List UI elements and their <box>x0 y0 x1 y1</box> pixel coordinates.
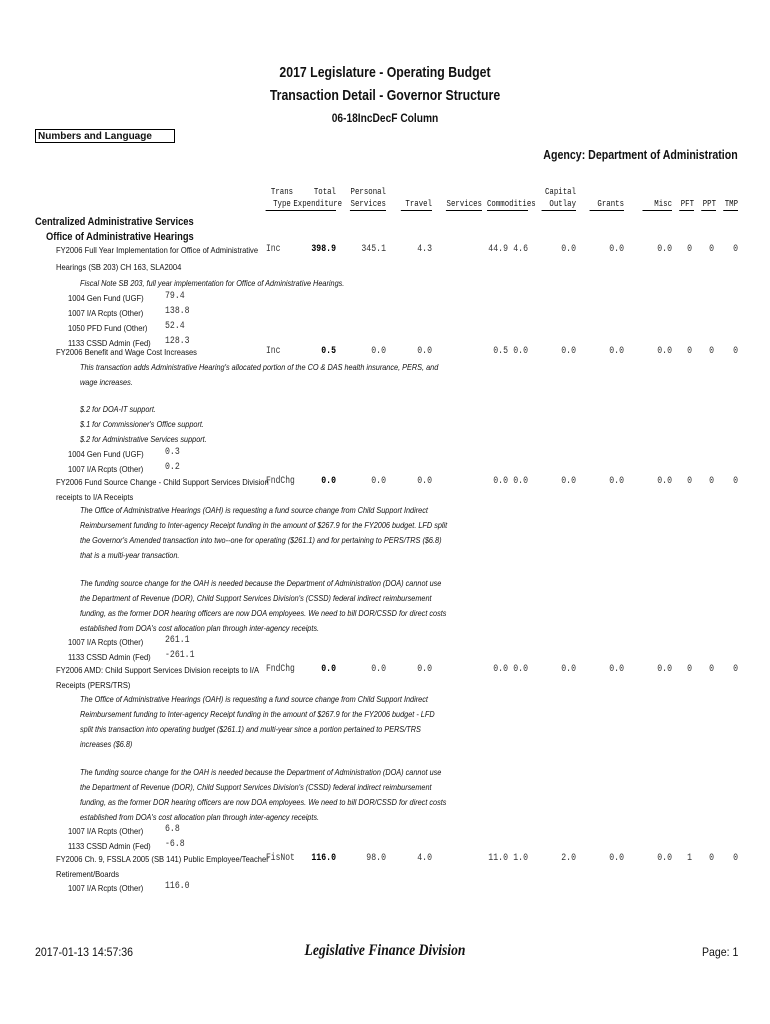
fund-source-name: 1007 I/A Rcpts (Other) <box>68 637 144 647</box>
transaction-note: established from DOA's cost allocation plan through inter-agency receipts. <box>80 812 320 822</box>
fund-source-name: 1050 PFD Fund (Other) <box>68 323 148 333</box>
transaction-type: FndChg <box>266 664 295 675</box>
transaction-title: FY2006 Benefit and Wage Cost Increases <box>56 347 197 357</box>
fund-source-name: 1004 Gen Fund (UGF) <box>68 293 144 303</box>
transaction-note: $.2 for Administrative Services support. <box>80 434 207 444</box>
line-item-value: 98.0 <box>366 853 386 864</box>
fund-source-name: 1133 CSSD Admin (Fed) <box>68 841 151 851</box>
line-item-value: 0.0 <box>657 346 672 357</box>
transaction-note: established from DOA's cost allocation plan through inter-agency receipts. <box>80 623 320 633</box>
transaction-title-cont: receipts to I/A Receipts <box>56 492 134 502</box>
line-item-value: 4.3 <box>417 244 432 255</box>
transaction-note: funding, as the former DOR hearing officers are now DOA employees. We need to bill DOR/CSSD for direct costs <box>80 797 447 807</box>
col-trans-type: Trans Type <box>266 186 299 211</box>
line-item-value: 0.0 <box>657 853 672 864</box>
fund-source-value: 0.3 <box>165 447 180 458</box>
fund-source-value: -6.8 <box>165 839 185 850</box>
line-item-value: 0 <box>687 346 692 357</box>
line-item-value: 11.0 <box>488 853 508 864</box>
fund-source-value: 261.1 <box>165 635 190 646</box>
line-item-value: 0.0 <box>609 476 624 487</box>
section-name: Centralized Administrative Services <box>35 216 194 228</box>
transaction-note: increases ($6.8) <box>80 739 133 749</box>
col-total: Total Expenditure <box>293 187 343 209</box>
transaction-note: Reimbursement funding to Inter-agency Receipt funding in the amount of $267.9 for the FY2006 budget. LFD split <box>80 520 448 530</box>
fund-source-name: 1007 I/A Rcpts (Other) <box>68 883 144 893</box>
line-item-value: 0 <box>733 346 738 357</box>
fund-source-value: 52.4 <box>165 321 185 332</box>
fund-source-name: 1004 Gen Fund (UGF) <box>68 449 144 459</box>
col-commodities: Commodities <box>487 199 536 209</box>
col-ppt: PPT <box>702 199 716 209</box>
transaction-note: funding, as the former DOR hearing officers are now DOA employees. We need to bill DOR/CSSD for direct costs <box>80 608 447 618</box>
transaction-type: FndChg <box>266 476 295 487</box>
line-item-value: 0.0 <box>493 664 508 675</box>
col-services: Services <box>446 199 482 209</box>
agency-label: Agency: Department of Administration <box>543 148 738 162</box>
transaction-note: the Department of Revenue (DOR), Child Support Services Division's (CSSD) federal indirect reimbursement <box>80 782 432 792</box>
line-item-value: 0.0 <box>417 476 432 487</box>
line-item-value: 0 <box>733 664 738 675</box>
fund-source-value: 0.2 <box>165 462 180 473</box>
fund-source-name: 1133 CSSD Admin (Fed) <box>68 338 151 348</box>
fund-source-value: 138.8 <box>165 306 190 317</box>
line-item-value: 0.0 <box>371 476 386 487</box>
line-item-value: 0 <box>709 853 714 864</box>
transaction-note: The Office of Administrative Hearings (OAH) is requesting a fund source change from Child Support Indirect <box>80 505 428 515</box>
report-title: 2017 Legislature - Operating Budget <box>279 64 491 81</box>
footer-timestamp: 2017-01-13 14:57:36 <box>35 945 134 959</box>
transaction-note: that is a multi-year transaction. <box>80 550 180 560</box>
transaction-note: This transaction adds Administrative Hearing's allocated portion of the CO & DAS health insurance, PERS, and <box>80 362 439 372</box>
total-expenditure: 116.0 <box>311 853 336 864</box>
line-item-value: 0.0 <box>371 664 386 675</box>
transaction-title: FY2006 AMD: Child Support Services Division receipts to I/A <box>56 665 260 675</box>
line-item-value: 0.5 <box>493 346 508 357</box>
transaction-note: wage increases. <box>80 377 133 387</box>
fund-source-value: 128.3 <box>165 336 190 347</box>
line-item-value: 0.0 <box>417 346 432 357</box>
line-item-value: 0 <box>709 476 714 487</box>
line-item-value: 0 <box>687 244 692 255</box>
line-item-value: 0.0 <box>513 476 528 487</box>
numbers-language-box: Numbers and Language <box>35 129 175 143</box>
transaction-note: The Office of Administrative Hearings (OAH) is requesting a fund source change from Child Support Indirect <box>80 694 428 704</box>
line-item-value: 0.0 <box>513 664 528 675</box>
transaction-type: Inc <box>266 244 281 255</box>
line-item-value: 0 <box>733 853 738 864</box>
total-expenditure: 0.0 <box>321 664 336 675</box>
transaction-title-cont: Hearings (SB 203) CH 163, SLA2004 <box>56 262 182 272</box>
col-personal: Personal Services <box>350 187 386 209</box>
transaction-note: Fiscal Note SB 203, full year implementation for Office of Administrative Hearings. <box>80 278 345 288</box>
fund-source-name: 1007 I/A Rcpts (Other) <box>68 308 144 318</box>
transaction-note: $.2 for DOA-IT support. <box>80 404 156 414</box>
fund-source-value: 6.8 <box>165 824 180 835</box>
line-item-value: 0.0 <box>371 346 386 357</box>
footer-page: Page: 1 <box>701 945 738 959</box>
line-item-value: 0 <box>733 244 738 255</box>
transaction-note: Reimbursement funding to Inter-agency Receipt funding in the amount of $267.9 for the FY2006 budget - LFD <box>80 709 435 719</box>
line-item-value: 44.9 <box>488 244 508 255</box>
footer-division: Legislative Finance Division <box>304 942 466 959</box>
line-item-value: 4.0 <box>417 853 432 864</box>
line-item-value: 1 <box>687 853 692 864</box>
col-travel: Travel <box>401 198 432 211</box>
line-item-value: 0 <box>733 476 738 487</box>
col-tmp: TMP <box>724 199 738 209</box>
line-item-value: 0.0 <box>493 476 508 487</box>
line-item-value: 0.0 <box>657 244 672 255</box>
line-item-value: 0.0 <box>657 476 672 487</box>
transaction-note: the Department of Revenue (DOR), Child Support Services Division's (CSSD) federal indirect reimbursement <box>80 593 432 603</box>
col-pft: PFT <box>680 199 694 209</box>
report-subtitle: Transaction Detail - Governor Structure <box>269 87 501 104</box>
line-item-value: 345.1 <box>361 244 386 255</box>
line-item-value: 0 <box>687 476 692 487</box>
col-misc: Misc <box>642 198 672 211</box>
fund-source-name: 1007 I/A Rcpts (Other) <box>68 826 144 836</box>
transaction-title: FY2006 Full Year Implementation for Office of Administrative <box>56 245 259 255</box>
line-item-value: 0.0 <box>513 346 528 357</box>
col-grants: Grants <box>590 198 624 211</box>
transaction-note: The funding source change for the OAH is needed because the Department of Administration (DOA) cannot use <box>80 578 442 588</box>
total-expenditure: 0.5 <box>321 346 336 357</box>
total-expenditure: 0.0 <box>321 476 336 487</box>
fund-source-name: 1133 CSSD Admin (Fed) <box>68 652 151 662</box>
col-capital: Capital Outlay <box>542 186 576 211</box>
line-item-value: 0.0 <box>561 346 576 357</box>
line-item-value: 0.0 <box>609 244 624 255</box>
line-item-value: 0.0 <box>657 664 672 675</box>
transaction-note: split this transaction into operating budget ($261.1) and multi-year since a portion pertained to PERS/TRS <box>80 724 421 734</box>
line-item-value: 0.0 <box>417 664 432 675</box>
transaction-title-cont: Retirement/Boards <box>56 869 120 879</box>
line-item-value: 0 <box>709 664 714 675</box>
transaction-type: FisNot <box>266 853 295 864</box>
fund-source-value: -261.1 <box>165 650 195 661</box>
line-item-value: 0 <box>709 346 714 357</box>
line-item-value: 0.0 <box>609 346 624 357</box>
line-item-value: 1.0 <box>513 853 528 864</box>
line-item-value: 0 <box>687 664 692 675</box>
line-item-value: 2.0 <box>561 853 576 864</box>
transaction-note: the Governor's Amended transaction into two--one for operating ($261.1) and for pertaining to PERS/TRS ($6.8) <box>80 535 442 545</box>
fund-source-value: 116.0 <box>165 881 190 892</box>
transaction-title-cont: Receipts (PERS/TRS) <box>56 680 131 690</box>
transaction-note: $.1 for Commissioner's Office support. <box>80 419 204 429</box>
line-item-value: 0 <box>709 244 714 255</box>
transaction-note: The funding source change for the OAH is needed because the Department of Administration (DOA) cannot use <box>80 767 442 777</box>
line-item-value: 0.0 <box>609 853 624 864</box>
transaction-title: FY2006 Fund Source Change - Child Support Services Division <box>56 477 269 487</box>
line-item-value: 0.0 <box>561 244 576 255</box>
total-expenditure: 398.9 <box>311 244 336 255</box>
line-item-value: 0.0 <box>561 476 576 487</box>
line-item-value: 4.6 <box>513 244 528 255</box>
line-item-value: 0.0 <box>561 664 576 675</box>
component-name: Office of Administrative Hearings <box>46 231 194 243</box>
fund-source-name: 1007 I/A Rcpts (Other) <box>68 464 144 474</box>
column-name: 06-18IncDecF Column <box>331 111 439 125</box>
transaction-title: FY2006 Ch. 9, FSSLA 2005 (SB 141) Public Employee/Teacher <box>56 854 269 864</box>
line-item-value: 0.0 <box>609 664 624 675</box>
fund-source-value: 79.4 <box>165 291 185 302</box>
transaction-type: Inc <box>266 346 281 357</box>
